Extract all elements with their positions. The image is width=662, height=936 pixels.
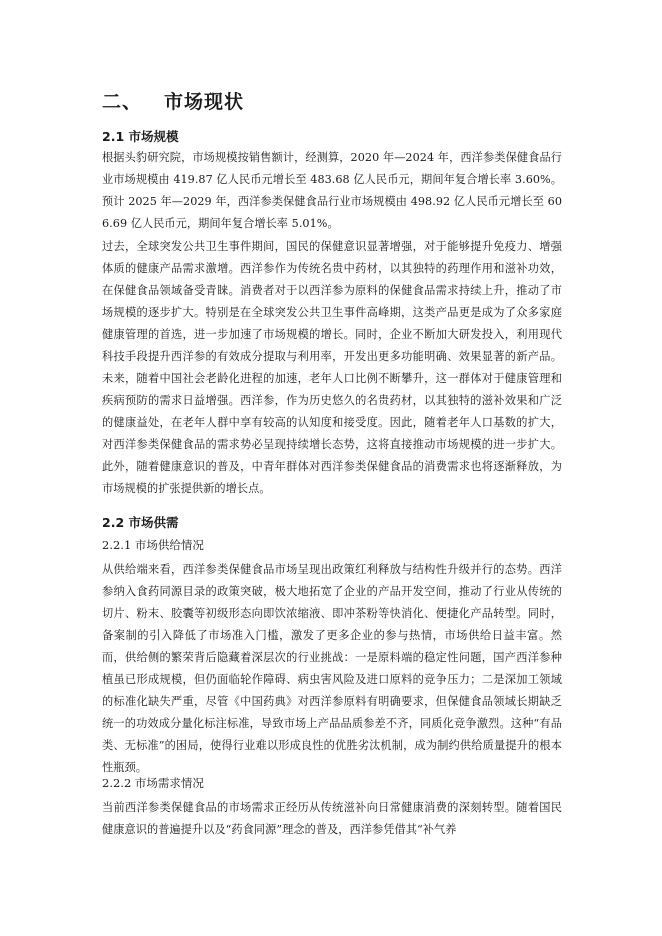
section-heading-market-supply-demand: 2.2 市场供需 — [102, 515, 179, 530]
subsection-heading-supply: 2.2.1 市场供给情况 — [102, 538, 204, 552]
paragraph-market-scale-drivers: 过去，全球突发公共卫生事件期间，国民的保健意识显著增强，对于能够提升免疫力、增强体质的健康产品需求激增。西洋参作为传统名贵中药材，以其独特的药理作用和滋补功效，在保健食品领域备受青睐。消费者对于以西洋参为原料的保健食品需求持续上升，推动了市场规模的逐步扩大。特别是在全球突发公共卫生事件高峰期，这类产品更是成为了众多家庭健康管理的首选，进一步加速了市场规模的增长。同时，企业不断加大研发投入，利用现代科技手段提升西洋参的有效成分提取与利用率，开发出更多功能明确、效果显著的新产品。未来，随着中国社会老龄化进程的加速，老年人口比例不断攀升，这一群体对于健康管理和疾病预防的需求日益增强。西洋参，作为历史悠久的名贵药材，以其独特的滋补效果和广泛的健康益处，在老年人群中享有较高的认知度和接受度。因此，随着老年人口基数的扩大，对西洋参类保健食品的需求势必呈现持续增长态势，这将直接推动市场规模的进一步扩大。此外，随着健康意识的普及，中青年群体对西洋参类保健食品的消费需求也将逐渐释放，为市场规模的扩张提供新的增长点。 — [102, 240, 562, 495]
paragraph-market-demand: 当前西洋参类保健食品的市场需求正经历从传统滋补向日常健康消费的深刻转型。随着国民健康意识的普遍提升以及“药食同源”理念的普及，西洋参凭借其“补气养 — [102, 801, 562, 836]
paragraph-market-supply: 从供给端来看，西洋参类保健食品市场呈现出政策红利释放与结构性升级并行的态势。西洋参纳入食药同源目录的政策突破，极大地拓宽了企业的产品开发空间，推动了行业从传统的切片、粉末、胶囊等初级形态向即饮浓缩液、即冲茶粉等快消化、便捷化产品转型。同时，备案制的引入降低了市场准入门槛，激发了更多企业的参与热情，市场供给日益丰富。然而，供给侧的繁荣背后隐藏着深层次的行业挑战：一是原料端的稳定性问题，国产西洋参种植虽已形成规模，但仍面临轮作障碍、病虫害风险及进口原料的竞争压力；二是深加工领域的标准化缺失严重，尽管《中国药典》对西洋参原料有明确要求，但保健食品领域长期缺乏统一的功效成分量化标注标准，导致市场上产品品质参差不齐，同质化竞争激烈。这种“有品类、无标准”的困局，使得行业难以形成良性的优胜劣汰机制，成为制约供给质量提升的根本性瓶颈。 — [102, 563, 562, 774]
paragraph-market-scale-figures: 根据头豹研究院，市场规模按销售额计，经测算，2020 年—2024 年，西洋参类保健食品行业市场规模由 419.87 亿人民币元增长至 483.68 亿人民币元，期间年复合增长率 3.60%。预计 2025 年—2029 年，西洋参类保健食品行业市场规模由 498.92 亿人民币元增长至 606.69 亿人民币元，期间年复合增长率 5.01%。 — [102, 151, 562, 230]
chapter-title: 市场现状 — [164, 91, 245, 113]
chapter-number: 二、 — [102, 91, 143, 113]
subsection-heading-demand: 2.2.2 市场需求情况 — [102, 776, 204, 790]
section-heading-market-scale: 2.1 市场规模 — [102, 129, 179, 144]
chapter-heading — [102, 87, 244, 114]
